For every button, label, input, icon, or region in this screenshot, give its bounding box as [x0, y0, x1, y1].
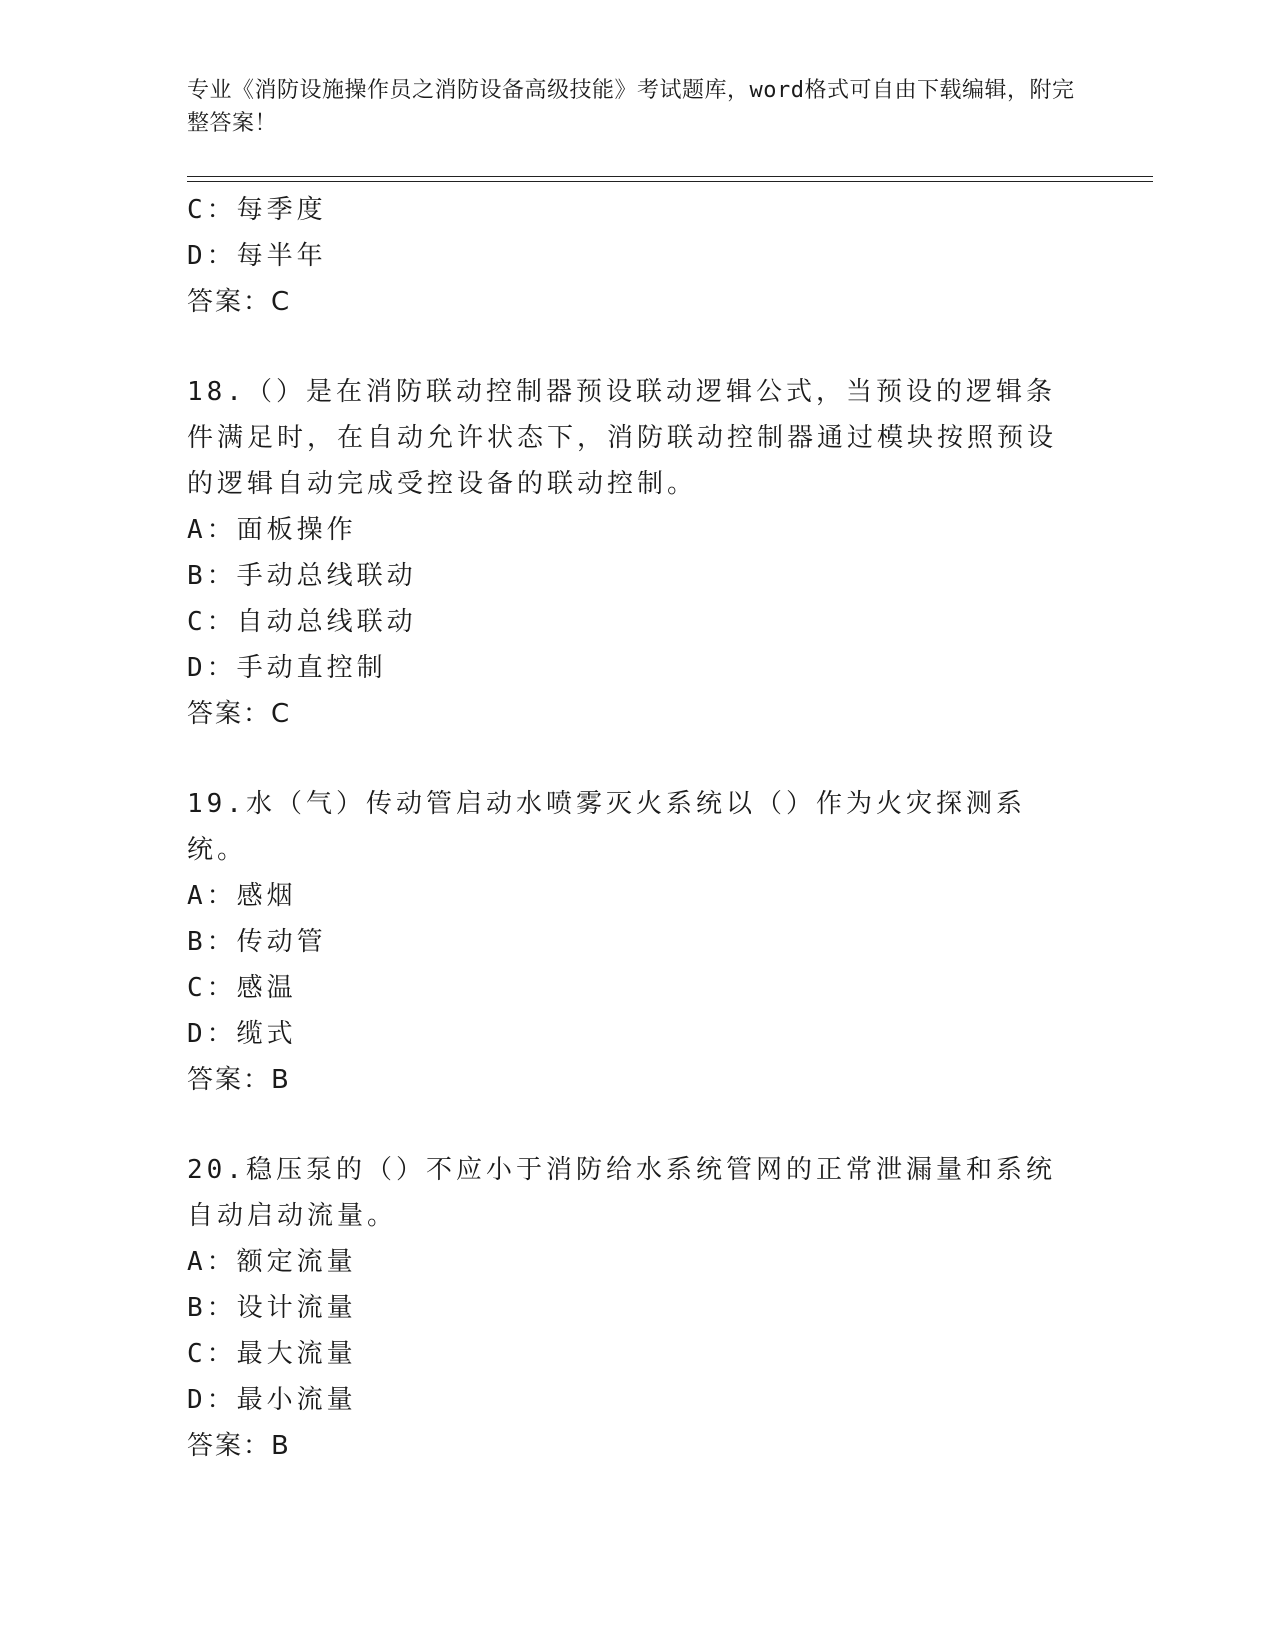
option-c: C：每季度 [187, 195, 327, 225]
option-c: C：最大流量 [187, 1339, 357, 1369]
question-18 [187, 369, 1087, 737]
option-a: A：额定流量 [187, 1247, 357, 1277]
option-b: B：手动总线联动 [187, 561, 417, 591]
answer-line: 答案：C [187, 699, 292, 729]
answer-line: 答案：B [187, 1431, 291, 1461]
question-text: 20.稳压泵的（）不应小于消防给水系统管网的正常泄漏量和系统自动启动流量。 [187, 1155, 1056, 1231]
option-b: B：设计流量 [187, 1293, 357, 1323]
answer-line: 答案：B [187, 1065, 291, 1095]
question-text: 18.（）是在消防联动控制器预设联动逻辑公式，当预设的逻辑条件满足时，在自动允许状态下，消防联动控制器通过模块按照预设的逻辑自动完成受控设备的联动控制。 [187, 377, 1058, 499]
option-d: D：最小流量 [187, 1385, 357, 1415]
option-d: D：手动直控制 [187, 653, 387, 683]
question-19 [187, 781, 1087, 1103]
question-20 [187, 1147, 1087, 1469]
option-b: B：传动管 [187, 927, 327, 957]
option-a: A：感烟 [187, 881, 297, 911]
option-c: C：自动总线联动 [187, 607, 417, 637]
answer-line: 答案：C [187, 287, 292, 317]
option-c: C：感温 [187, 973, 297, 1003]
option-d: D：缆式 [187, 1019, 297, 1049]
header-divider-bottom [187, 181, 1153, 182]
page-header: 专业《消防设施操作员之消防设备高级技能》考试题库，word格式可自由下载编辑，附完整答案！ [187, 78, 1075, 136]
document-body [187, 187, 1087, 1469]
previous-question-tail [187, 187, 1087, 325]
header-divider-top [187, 176, 1153, 177]
option-a: A：面板操作 [187, 515, 357, 545]
option-d: D：每半年 [187, 241, 327, 271]
question-text: 19.水（气）传动管启动水喷雾灭火系统以（）作为火灾探测系统。 [187, 789, 1026, 865]
